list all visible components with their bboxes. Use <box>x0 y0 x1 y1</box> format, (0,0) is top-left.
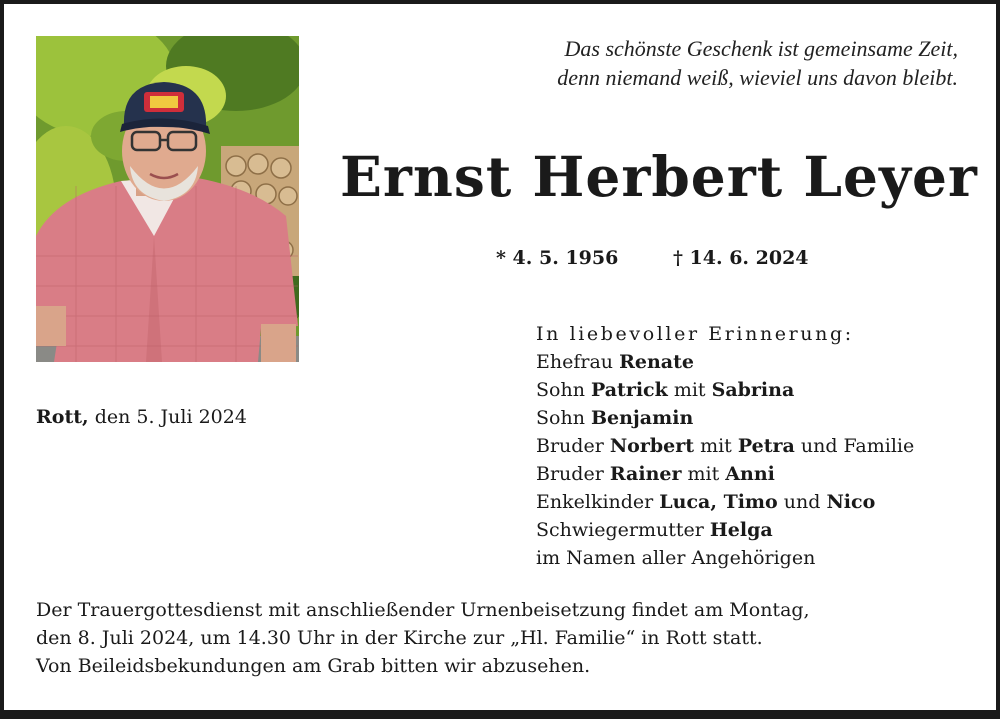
family-relation-text: Sohn <box>536 407 591 429</box>
family-member-name: Benjamin <box>590 407 694 429</box>
life-dates <box>496 245 809 271</box>
family-intro: In liebevoller Erinnerung: <box>536 323 854 345</box>
family-member-name: Norbert <box>609 435 695 457</box>
family-member-name: Renate <box>619 351 694 373</box>
family-relation-text: Schwiegermutter <box>536 519 710 541</box>
family-member-name: Nico <box>826 491 876 513</box>
family-member-line <box>536 488 914 516</box>
service-line-2: den 8. Juli 2024, um 14.30 Uhr in der Kirche zur „Hl. Familie“ in Rott statt. <box>36 627 763 649</box>
family-relation-text: Sohn <box>536 379 591 401</box>
family-relation-text: Bruder <box>536 435 610 457</box>
portrait-photo <box>36 36 299 362</box>
place-and-date <box>36 404 247 430</box>
family-relation-text: und <box>777 491 827 513</box>
family-relation-text: mit <box>694 435 738 457</box>
family-member-name: Rainer <box>609 463 682 485</box>
family-member-name: Luca, Timo <box>659 491 778 513</box>
family-relation-text: Ehefrau <box>536 351 620 373</box>
family-list <box>536 320 914 572</box>
family-relation-text: und Familie <box>794 435 915 457</box>
family-member-line <box>536 432 914 460</box>
family-members <box>536 348 914 572</box>
family-relation-text: mit <box>681 463 726 485</box>
memorial-quote <box>557 34 958 92</box>
family-member-line <box>536 376 914 404</box>
family-member-name: Patrick <box>590 379 668 401</box>
family-relation-text: mit <box>667 379 712 401</box>
notice-date: den 5. Juli 2024 <box>94 406 247 428</box>
quote-line-2: denn niemand weiß, wieviel uns davon bleibt. <box>557 65 958 90</box>
family-member-line <box>536 348 914 376</box>
family-member-name: Petra <box>737 435 795 457</box>
family-member-line <box>536 516 914 544</box>
family-relation-text: Bruder <box>536 463 610 485</box>
quote-line-1: Das schönste Geschenk ist gemeinsame Zeit, <box>564 36 958 61</box>
service-info <box>36 596 810 680</box>
family-member-line <box>536 460 914 488</box>
place: Rott, <box>36 406 89 428</box>
family-member-name: Helga <box>709 519 773 541</box>
family-member-name: Anni <box>725 463 775 485</box>
birth-date: * 4. 5. 1956 <box>496 247 619 269</box>
service-line-1: Der Trauergottesdienst mit anschließender Urnenbeisetzung findet am Montag, <box>36 599 810 621</box>
death-date: † 14. 6. 2024 <box>672 247 809 269</box>
family-member-name: Sabrina <box>711 379 795 401</box>
family-relation-text: Enkelkinder <box>536 491 660 513</box>
family-member-line <box>536 544 914 572</box>
service-line-3: Von Beileidsbekundungen am Grab bitten wir abzusehen. <box>36 655 591 677</box>
deceased-name: Ernst Herbert Leyer <box>340 144 978 209</box>
family-relation-text: im Namen aller Angehörigen <box>536 547 816 569</box>
family-member-line <box>536 404 914 432</box>
